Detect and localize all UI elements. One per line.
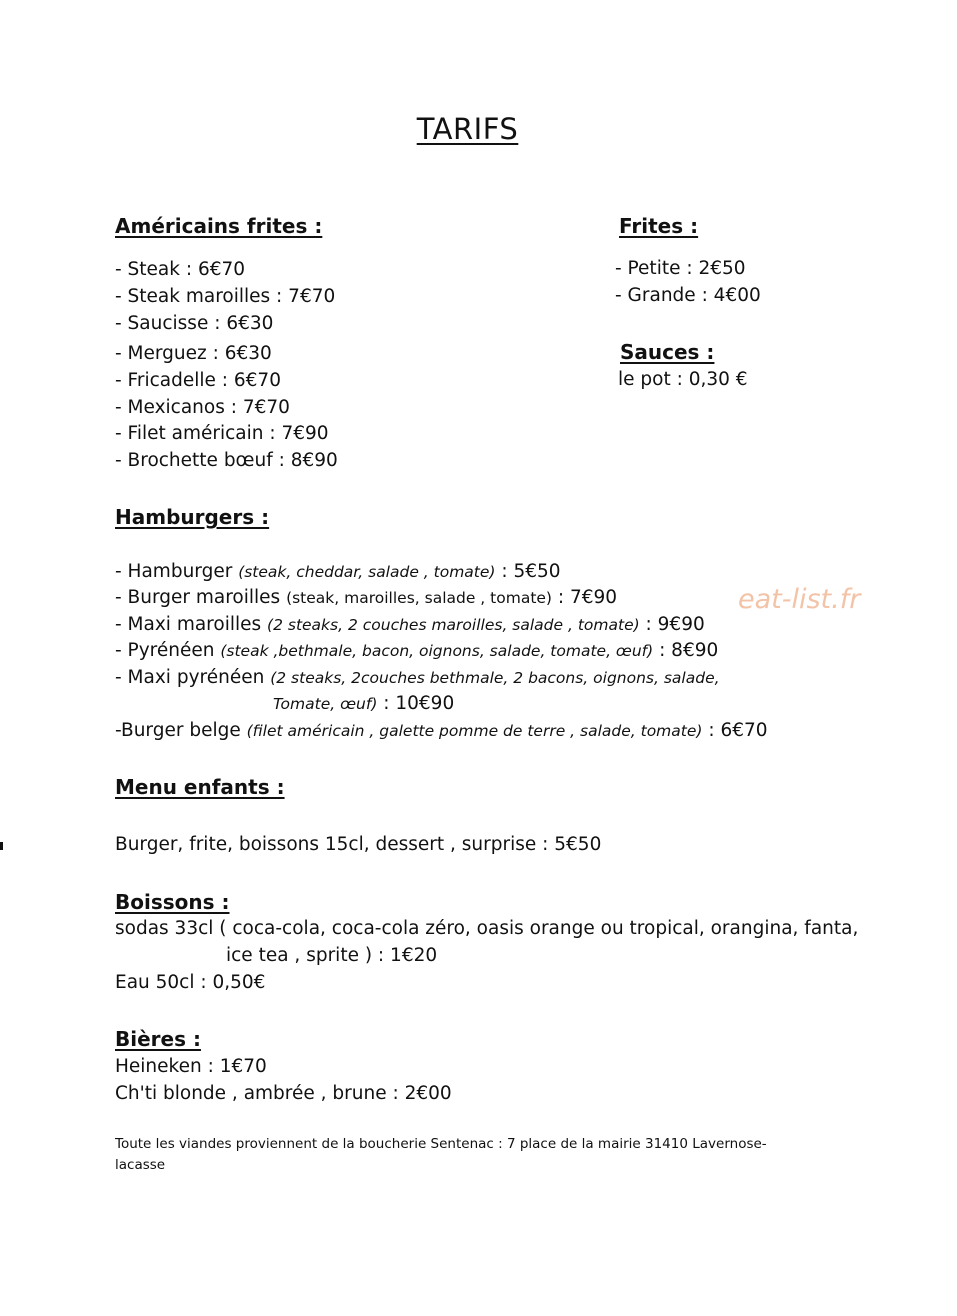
list-item: - Mexicanos : 7€70	[115, 397, 290, 418]
item-details: (2 steaks, 2couches bethmale, 2 bacons, oignons, salade,	[270, 669, 720, 687]
frites-heading: Frites :	[619, 214, 699, 238]
sauces-price: le pot : 0,30 €	[618, 369, 748, 390]
americains-heading: Américains frites :	[115, 214, 323, 238]
list-item	[115, 587, 617, 608]
list-item	[115, 720, 768, 741]
list-item: - Merguez : 6€30	[115, 343, 272, 364]
item-name: - Pyrénéen	[115, 640, 221, 661]
footer-note: Toute les viandes proviennent de la boucherie Sentenac : 7 place de la mairie 31410 Lavernose-	[115, 1136, 767, 1152]
menu-enfants-heading: Menu enfants :	[115, 775, 285, 799]
item-price: : 5€50	[495, 561, 561, 582]
item-details: (2 steaks, 2 couches maroilles, salade , tomate)	[267, 616, 640, 634]
list-item: - Fricadelle : 6€70	[115, 370, 281, 391]
list-item	[115, 667, 720, 688]
boissons-line: Eau 50cl : 0,50€	[115, 972, 266, 993]
sauces-heading: Sauces :	[620, 340, 715, 364]
item-name: - Maxi pyrénéen	[115, 667, 271, 688]
item-details: (steak ,bethmale, bacon, oignons, salade, tomate, œuf)	[220, 642, 654, 660]
bieres-heading: Bières :	[115, 1027, 201, 1051]
watermark: eat-list.fr	[738, 584, 861, 615]
scan-edge-mark	[0, 842, 3, 850]
list-item	[115, 614, 705, 635]
item-name: - Burger maroilles	[115, 587, 287, 608]
list-item	[115, 640, 718, 661]
boissons-line: sodas 33cl ( coca-cola, coca-cola zéro, oasis orange ou tropical, orangina, fanta,	[115, 918, 859, 939]
item-details: Tomate, œuf)	[273, 695, 378, 713]
footer-note: lacasse	[115, 1157, 166, 1173]
list-item: - Brochette bœuf : 8€90	[115, 450, 338, 471]
list-item: - Steak maroilles : 7€70	[115, 286, 336, 307]
item-price: : 6€70	[702, 720, 768, 741]
bieres-line: Heineken : 1€70	[115, 1056, 267, 1077]
list-item: - Petite : 2€50	[615, 258, 746, 279]
list-item	[115, 561, 561, 582]
page-title: TARIFS	[416, 112, 519, 146]
item-name: -Burger belge	[115, 720, 247, 741]
menu-enfants-text: Burger, frite, boissons 15cl, dessert , surprise : 5€50	[115, 834, 602, 855]
item-name: - Maxi maroilles	[115, 614, 268, 635]
boissons-heading: Boissons :	[115, 890, 230, 914]
list-item: - Steak : 6€70	[115, 259, 246, 280]
list-item-continuation	[273, 693, 454, 714]
item-details: (steak, cheddar, salade , tomate)	[238, 563, 496, 581]
hamburgers-heading: Hamburgers :	[115, 505, 270, 529]
item-price: : 7€90	[551, 587, 618, 608]
item-name: - Hamburger	[115, 561, 239, 582]
item-details: (steak, maroilles, salade , tomate)	[286, 589, 552, 607]
list-item: - Grande : 4€00	[615, 285, 761, 306]
item-price: : 9€90	[639, 614, 705, 635]
item-price: : 8€90	[653, 640, 719, 661]
item-details: (filet américain , galette pomme de terre , salade, tomate)	[246, 722, 703, 740]
list-item: - Filet américain : 7€90	[115, 423, 329, 444]
list-item: - Saucisse : 6€30	[115, 313, 274, 334]
item-price: : 10€90	[377, 693, 455, 714]
bieres-line: Ch'ti blonde , ambrée , brune : 2€00	[115, 1083, 452, 1104]
boissons-line: ice tea , sprite ) : 1€20	[226, 945, 438, 966]
